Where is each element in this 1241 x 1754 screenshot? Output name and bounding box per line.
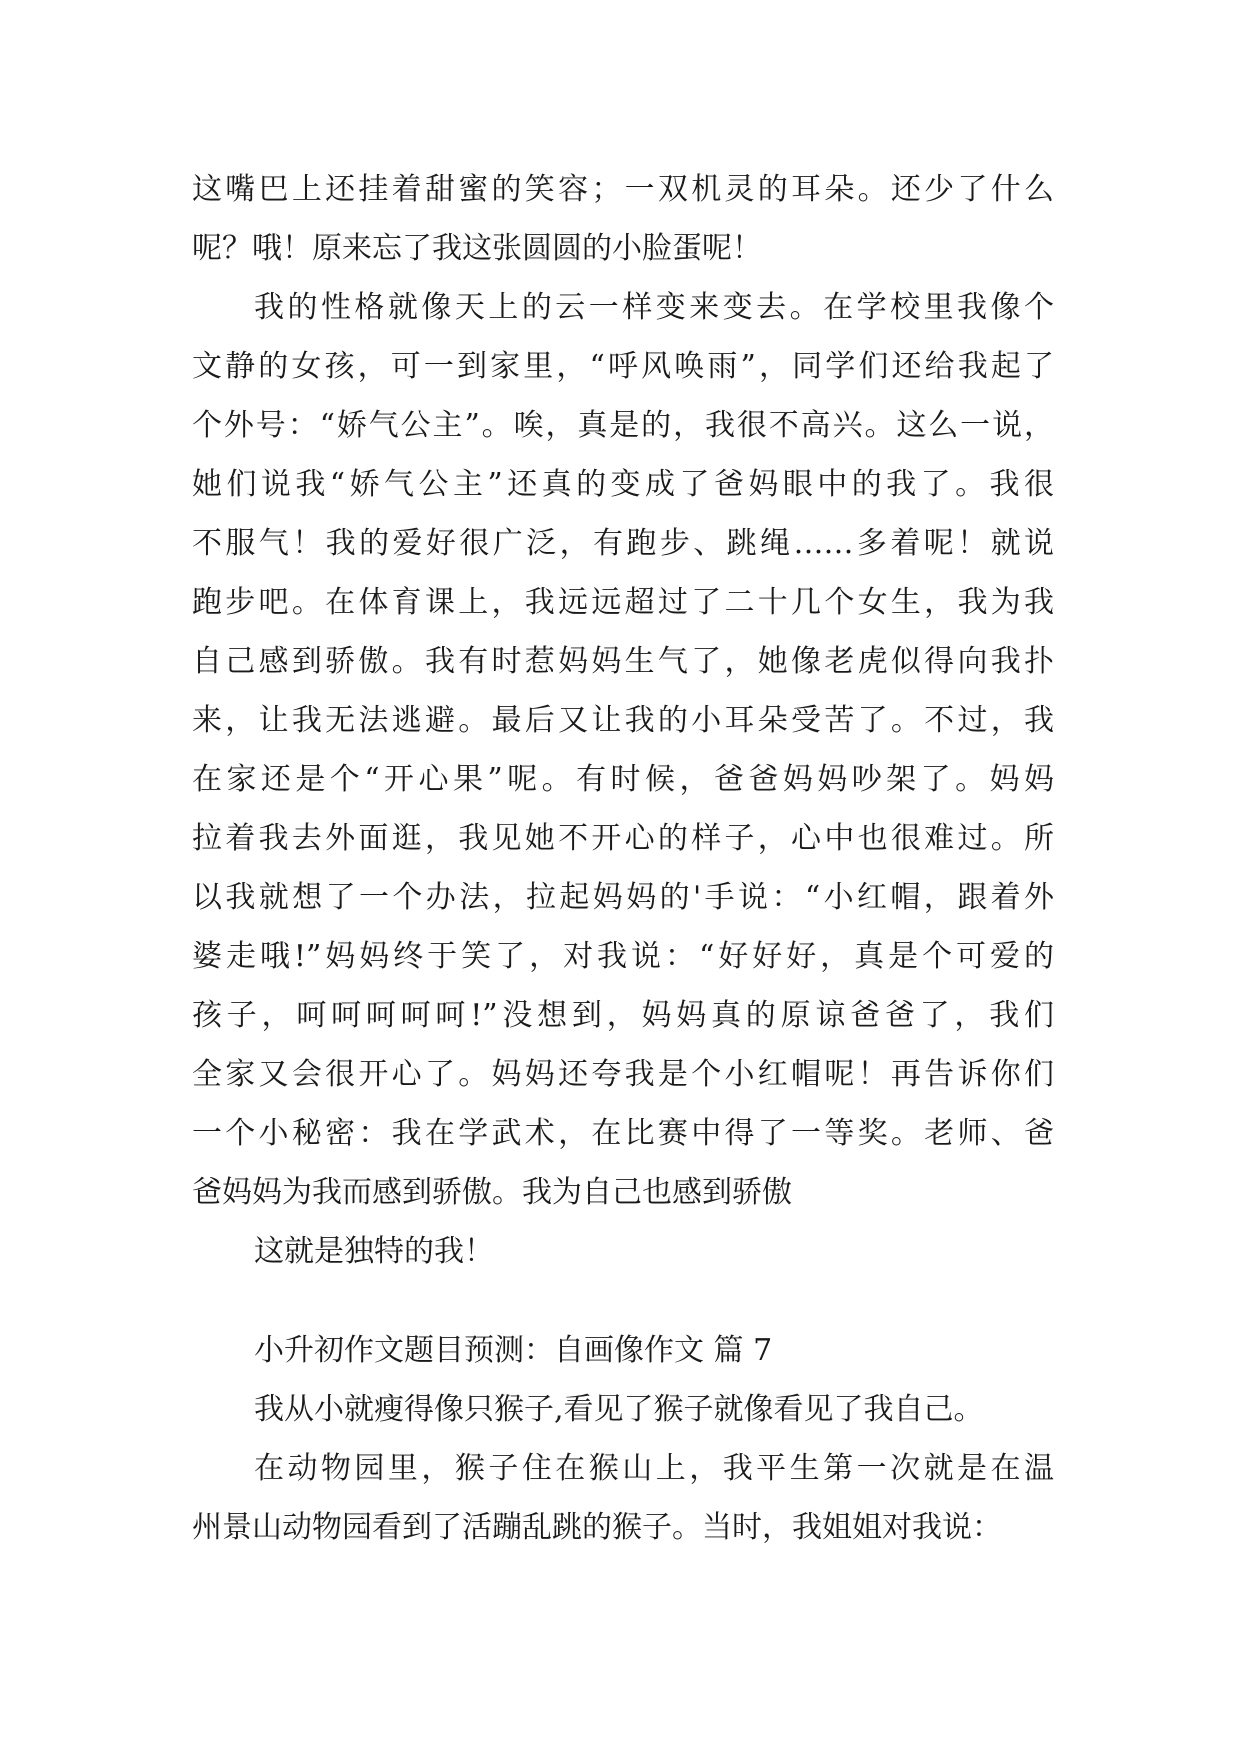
document-body [192, 160, 1054, 1557]
text-line: 我的性格就像天上的云一样变来变去。在学校里我像个 [254, 290, 1054, 325]
text-line: 这就是独特的我！ [254, 1234, 494, 1269]
paragraph-continued [192, 160, 1054, 278]
text-line: 在动物园里，猴子住在猴山上，我平生第一次就是在温 [254, 1451, 1054, 1486]
section-heading [192, 1321, 1054, 1380]
text-line: 她们说我“娇气公主”还真的变成了爸妈眼中的我了。我很 [192, 467, 1054, 502]
text-line: 跑步吧。在体育课上，我远远超过了二十几个女生，我为我 [192, 585, 1054, 620]
paragraph-zoo [192, 1439, 1054, 1557]
text-line: 这嘴巴上还挂着甜蜜的笑容；一双机灵的耳朵。还少了什么 [192, 172, 1054, 207]
paragraph-monkey [192, 1380, 1054, 1439]
text-line: 婆走哦!”妈妈终于笑了，对我说：“好好好，真是个可爱的 [192, 939, 1054, 974]
paragraph-personality [192, 278, 1054, 1222]
text-line: 自己感到骄傲。我有时惹妈妈生气了，她像老虎似得向我扑 [192, 644, 1054, 679]
section-title: 小升初作文题目预测：自画像作文 篇 7 [254, 1333, 773, 1368]
text-line: 州景山动物园看到了活蹦乱跳的猴子。当时，我姐姐对我说： [192, 1510, 1002, 1545]
section-gap [192, 1281, 1054, 1321]
text-line: 在家还是个“开心果”呢。有时候，爸爸妈妈吵架了。妈妈 [192, 762, 1054, 797]
text-line: 我从小就瘦得像只猴子,看见了猴子就像看见了我自己。 [254, 1392, 984, 1427]
text-line: 全家又会很开心了。妈妈还夸我是个小红帽呢！再告诉你们 [192, 1057, 1054, 1092]
text-line: 文静的女孩，可一到家里，“呼风唤雨”，同学们还给我起了 [192, 349, 1054, 384]
text-line: 以我就想了一个办法，拉起妈妈的'手说：“小红帽，跟着外 [192, 880, 1054, 915]
text-line: 呢？哦！原来忘了我这张圆圆的小脸蛋呢！ [192, 231, 762, 266]
text-line: 一个小秘密：我在学武术，在比赛中得了一等奖。老师、爸 [192, 1116, 1054, 1151]
text-line: 来，让我无法逃避。最后又让我的小耳朵受苦了。不过，我 [192, 703, 1054, 738]
text-line: 拉着我去外面逛，我见她不开心的样子，心中也很难过。所 [192, 821, 1054, 856]
paragraph-conclusion [192, 1222, 1054, 1281]
text-line: 孩子，呵呵呵呵呵!”没想到，妈妈真的原谅爸爸了，我们 [192, 998, 1054, 1033]
text-line: 爸妈妈为我而感到骄傲。我为自己也感到骄傲 [192, 1175, 792, 1210]
text-line: 不服气！我的爱好很广泛，有跑步、跳绳……多着呢！就说 [192, 526, 1054, 561]
text-line: 个外号：“娇气公主”。唉，真是的，我很不高兴。这么一说， [192, 408, 1054, 443]
